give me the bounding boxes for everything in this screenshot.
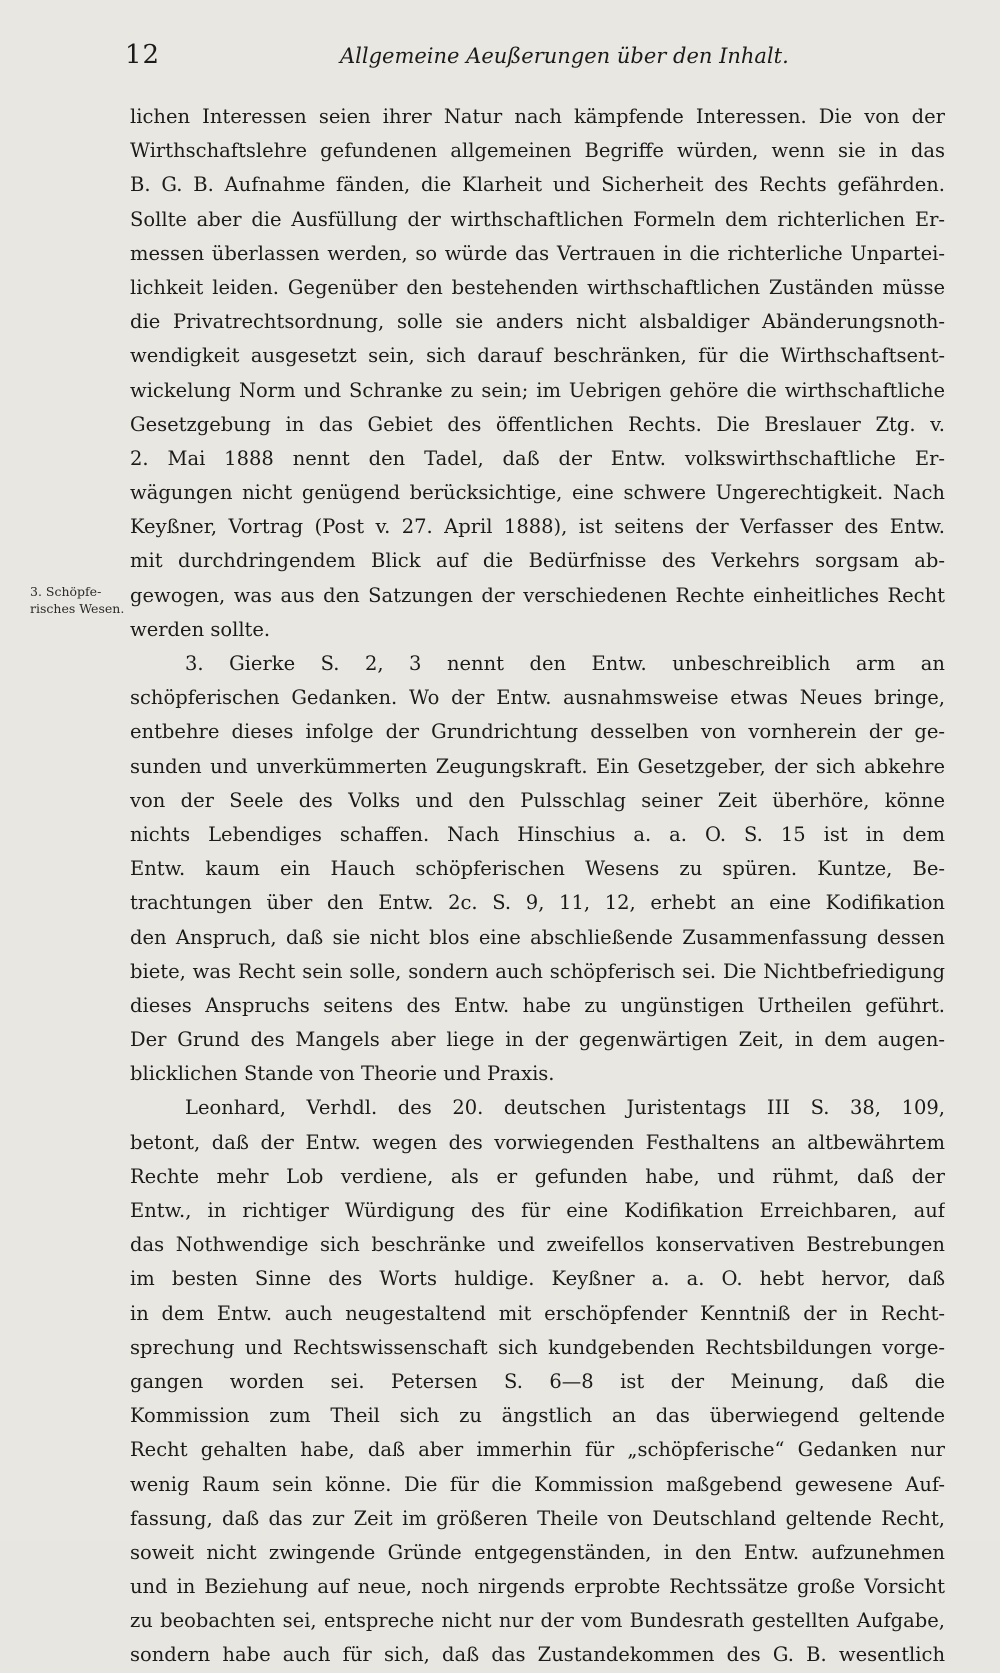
- text-line: betont, daß der Entw. wegen des vorwiegenden Festhaltens an altbewährtem: [130, 1130, 945, 1154]
- text-line: die Privatrechtsordnung, solle sie anders nicht alsbaldiger Abänderungsnoth-: [130, 310, 945, 334]
- text-line: fassung, daß das zur Zeit im größeren Theile von Deutschland geltende Recht,: [130, 1506, 945, 1530]
- text-line: sunden und unverkümmerten Zeugungskraft. Ein Gesetzgeber, der sich abkehre: [130, 754, 945, 778]
- page-number: 12: [125, 40, 161, 70]
- text-line: trachtungen über den Entw. 2c. S. 9, 11, 12, erhebt an eine Kodifikation: [130, 891, 945, 915]
- page-header: [125, 38, 945, 78]
- text-line: blicklichen Stande von Theorie und Praxis.: [130, 1062, 555, 1086]
- text-line: wickelung Norm und Schranke zu sein; im Uebrigen gehöre die wirthschaftliche: [130, 378, 945, 402]
- text-line: schöpferischen Gedanken. Wo der Entw. ausnahmsweise etwas Neues bringe,: [130, 686, 945, 710]
- text-line: nichts Lebendiges schaffen. Nach Hinschius a. a. O. S. 15 ist in dem: [130, 822, 945, 846]
- text-line: wenig Raum sein könne. Die für die Kommission maßgebend gewesene Auf-: [130, 1472, 945, 1496]
- text-line: wendigkeit ausgesetzt sein, sich darauf beschränken, für die Wirthschaftsent-: [130, 344, 945, 368]
- text-line: gangen worden sei. Petersen S. 6—8 ist der Meinung, daß die: [130, 1369, 945, 1393]
- text-line: gewogen, was aus den Satzungen der verschiedenen Rechte einheitliches Recht: [130, 583, 945, 607]
- body-text: [130, 100, 945, 1673]
- text-line: von der Seele des Volks und den Pulsschlag seiner Zeit überhöre, könne: [130, 788, 945, 812]
- text-line: Recht gehalten habe, daß aber immerhin für „schöpferische“ Gedanken nur: [130, 1438, 945, 1462]
- text-line: mit durchdringendem Blick auf die Bedürfnisse des Verkehrs sorgsam ab-: [130, 549, 945, 573]
- text-line: Keyßner, Vortrag (Post v. 27. April 1888), ist seitens der Verfasser des Entw.: [130, 515, 945, 539]
- margin-note: [30, 583, 130, 617]
- text-line: lichkeit leiden. Gegenüber den bestehenden wirthschaftlichen Zuständen müsse: [130, 275, 945, 299]
- text-line: messen überlassen werden, so würde das Vertrauen in die richterliche Unpartei-: [130, 241, 945, 265]
- text-line: Entw., in richtiger Würdigung des für eine Kodifikation Erreichbaren, auf: [130, 1199, 945, 1222]
- text-line: dieses Anspruchs seitens des Entw. habe zu ungünstigen Urtheilen geführt.: [130, 993, 945, 1017]
- text-line: lichen Interessen seien ihrer Natur nach kämpfende Interessen. Die von der: [130, 105, 945, 128]
- text-line: Sollte aber die Ausfüllung der wirthschaftlichen Formeln dem richterlichen Er-: [130, 207, 945, 231]
- margin-note-line: 3. Schöpfe-: [30, 584, 102, 599]
- text-line: B. G. B. Aufnahme fänden, die Klarheit und Sicherheit des Rechts gefährden.: [130, 173, 945, 197]
- text-line: Kommission zum Theil sich zu ängstlich an das überwiegend geltende: [130, 1404, 945, 1428]
- text-line: soweit nicht zwingende Gründe entgegenständen, in den Entw. aufzunehmen: [130, 1540, 945, 1564]
- text-line: und in Beziehung auf neue, noch nirgends erprobte Rechtssätze große Vorsicht: [130, 1575, 945, 1599]
- margin-note-line: risches Wesen.: [30, 601, 125, 616]
- text-line: biete, was Recht sein solle, sondern auch schöpferisch sei. Die Nichtbefriedigung: [130, 959, 945, 983]
- text-line: Gesetzgebung in das Gebiet des öffentlichen Rechts. Die Breslauer Ztg. v.: [130, 412, 945, 436]
- text-line: werden sollte.: [130, 617, 271, 641]
- text-line: sondern habe auch für sich, daß das Zustandekommen des G. B. wesentlich: [130, 1643, 945, 1667]
- text-line: wägungen nicht genügend berücksichtige, eine schwere Ungerechtigkeit. Nach: [130, 481, 945, 505]
- text-line: 2. Mai 1888 nennt den Tadel, daß der Entw. volkswirthschaftliche Er-: [130, 446, 945, 470]
- running-title: Allgemeine Aeußerungen über den Inhalt.: [340, 44, 789, 68]
- text-line: Leonhard, Verhdl. des 20. deutschen Juristentags III S. 38, 109,: [185, 1096, 945, 1120]
- text-line: Rechte mehr Lob verdiene, als er gefunden habe, und rühmt, daß der: [130, 1164, 945, 1188]
- text-line: 3. Gierke S. 2, 3 nennt den Entw. unbeschreiblich arm an: [185, 652, 945, 675]
- text-line: das Nothwendige sich beschränke und zweifellos konservativen Bestrebungen: [130, 1233, 945, 1257]
- text-line: Der Grund des Mangels aber liege in der gegenwärtigen Zeit, in dem augen-: [130, 1028, 945, 1052]
- text-line: in dem Entw. auch neugestaltend mit erschöpfender Kenntniß der in Recht-: [130, 1301, 945, 1325]
- text-line: im besten Sinne des Worts huldige. Keyßner a. a. O. hebt hervor, daß: [130, 1267, 945, 1291]
- text-line: Entw. kaum ein Hauch schöpferischen Wesens zu spüren. Kuntze, Be-: [130, 857, 945, 881]
- text-line: zu beobachten sei, entspreche nicht nur der vom Bundesrath gestellten Aufgabe,: [130, 1609, 945, 1633]
- text-line: den Anspruch, daß sie nicht blos eine abschließende Zusammenfassung dessen: [130, 925, 945, 949]
- text-line: Wirthschaftslehre gefundenen allgemeinen Begriffe würden, wenn sie in das: [130, 139, 945, 163]
- text-line: entbehre dieses infolge der Grundrichtung desselben von vornherein der ge-: [130, 720, 945, 744]
- text-line: sprechung und Rechtswissenschaft sich kundgebenden Rechtsbildungen vorge-: [130, 1335, 945, 1359]
